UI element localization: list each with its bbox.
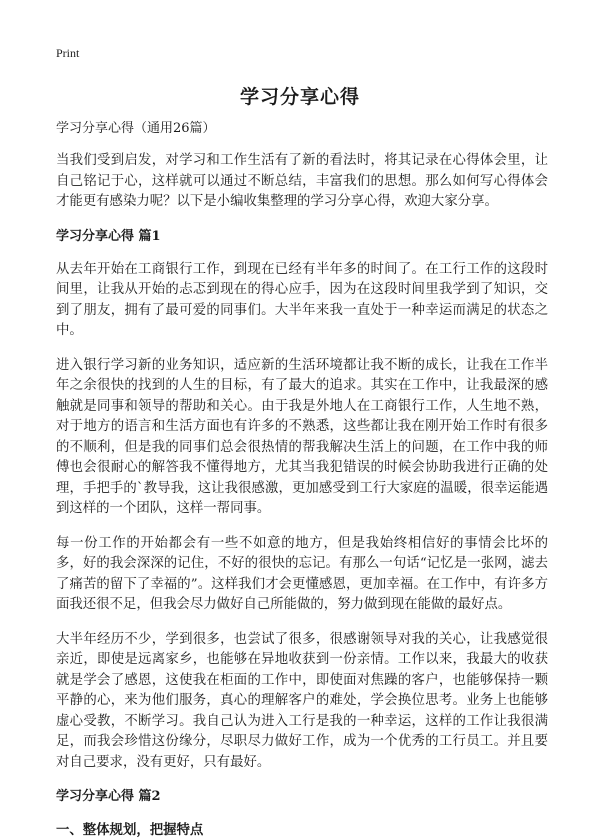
print-link[interactable]: Print <box>56 46 80 60</box>
paragraph: 进入银行学习新的业务知识，适应新的生活环境都让我不断的成长，让我在工作半年之余很快的找到的人生的目标，有了最大的追求。其实在工作中，让我最深的感触就是同事和领导的帮助和关心。由于我是外地人在工商银行工作，人生地不熟，对于地方的语言和生活方面也有许多的不熟悉，这些都让我在刚开始工作时有很多的不顺利，但是我的同事们总会很热情的帮我解决生活上的问题，在工作中我的师傅也会很耐心的解答我不懂得地方，尤其当我犯错误的时候会协助我进行正确的处理，手把手的`教导我，这让我很感激，更加感受到工行大家庭的温暖，很幸运能遇到这样的一个团队，这样一帮同事。 <box>56 357 548 516</box>
section-heading-1: 学习分享心得 篇1 <box>56 228 161 244</box>
document-subtitle: 学习分享心得（通用26篇） <box>56 121 216 136</box>
paragraph: 每一份工作的开始都会有一些不如意的地方，但是我始终相信好的事情会比坏的多，好的我会深深的记住，不好的很快的忘记。有那么一句话“记忆是一张网，滤去了痛苦的留下了幸福的”。这样我们才会更懂感恩，更加幸福。在工作中，有许多方面我还很不足，但我会尽力做好自己所能做的，努力做到现在能做的最好点。 <box>56 535 548 612</box>
intro-paragraph: 当我们受到启发，对学习和工作生活有了新的看法时，将其记录在心得体会里，让自己铭记于心，这样就可以通过不断总结，丰富我们的思想。那么如何写心得体会才能更有感染力呢？以下是小编收集整理的学习分享心得，欢迎大家分享。 <box>56 153 548 209</box>
section-subheading: 一、整体规划，把握特点 <box>56 822 204 838</box>
document-body <box>56 119 548 840</box>
section-heading-2: 学习分享心得 篇2 <box>56 789 161 804</box>
paragraph: 从去年开始在工商银行工作，到现在已经有半年多的时间了。在工行工作的这段时间里，让我从开始的忐忑到现在的得心应手，因为在这段时间里我学到了知识，交到了朋友，拥有了最可爱的同事们。大半年来我一直处于一种幸运而满足的状态之中。 <box>56 261 548 338</box>
paragraph: 大半年经历不少，学到很多，也尝试了很多，很感谢领导对我的关心，让我感觉很亲近，即使是远离家乡，也能够在异地收获到一份亲情。工作以来，我最大的收获就是学会了感恩，这使我在柜面的工作中，即使面对焦躁的客户，也能够保持一颗平静的心，来为他们服务，真心的理解客户的难处，学会换位思考。业务上也能够虚心受教，不断学习。我自己认为进入工行是我的一种幸运，这样的工作让我很满足，而我会珍惜这份缘分，尽职尽力做好工作，成为一个优秀的工行员工。并且要对自己要求，没有更好，只有最好。 <box>56 631 548 770</box>
page-title: 学习分享心得 <box>239 86 360 108</box>
